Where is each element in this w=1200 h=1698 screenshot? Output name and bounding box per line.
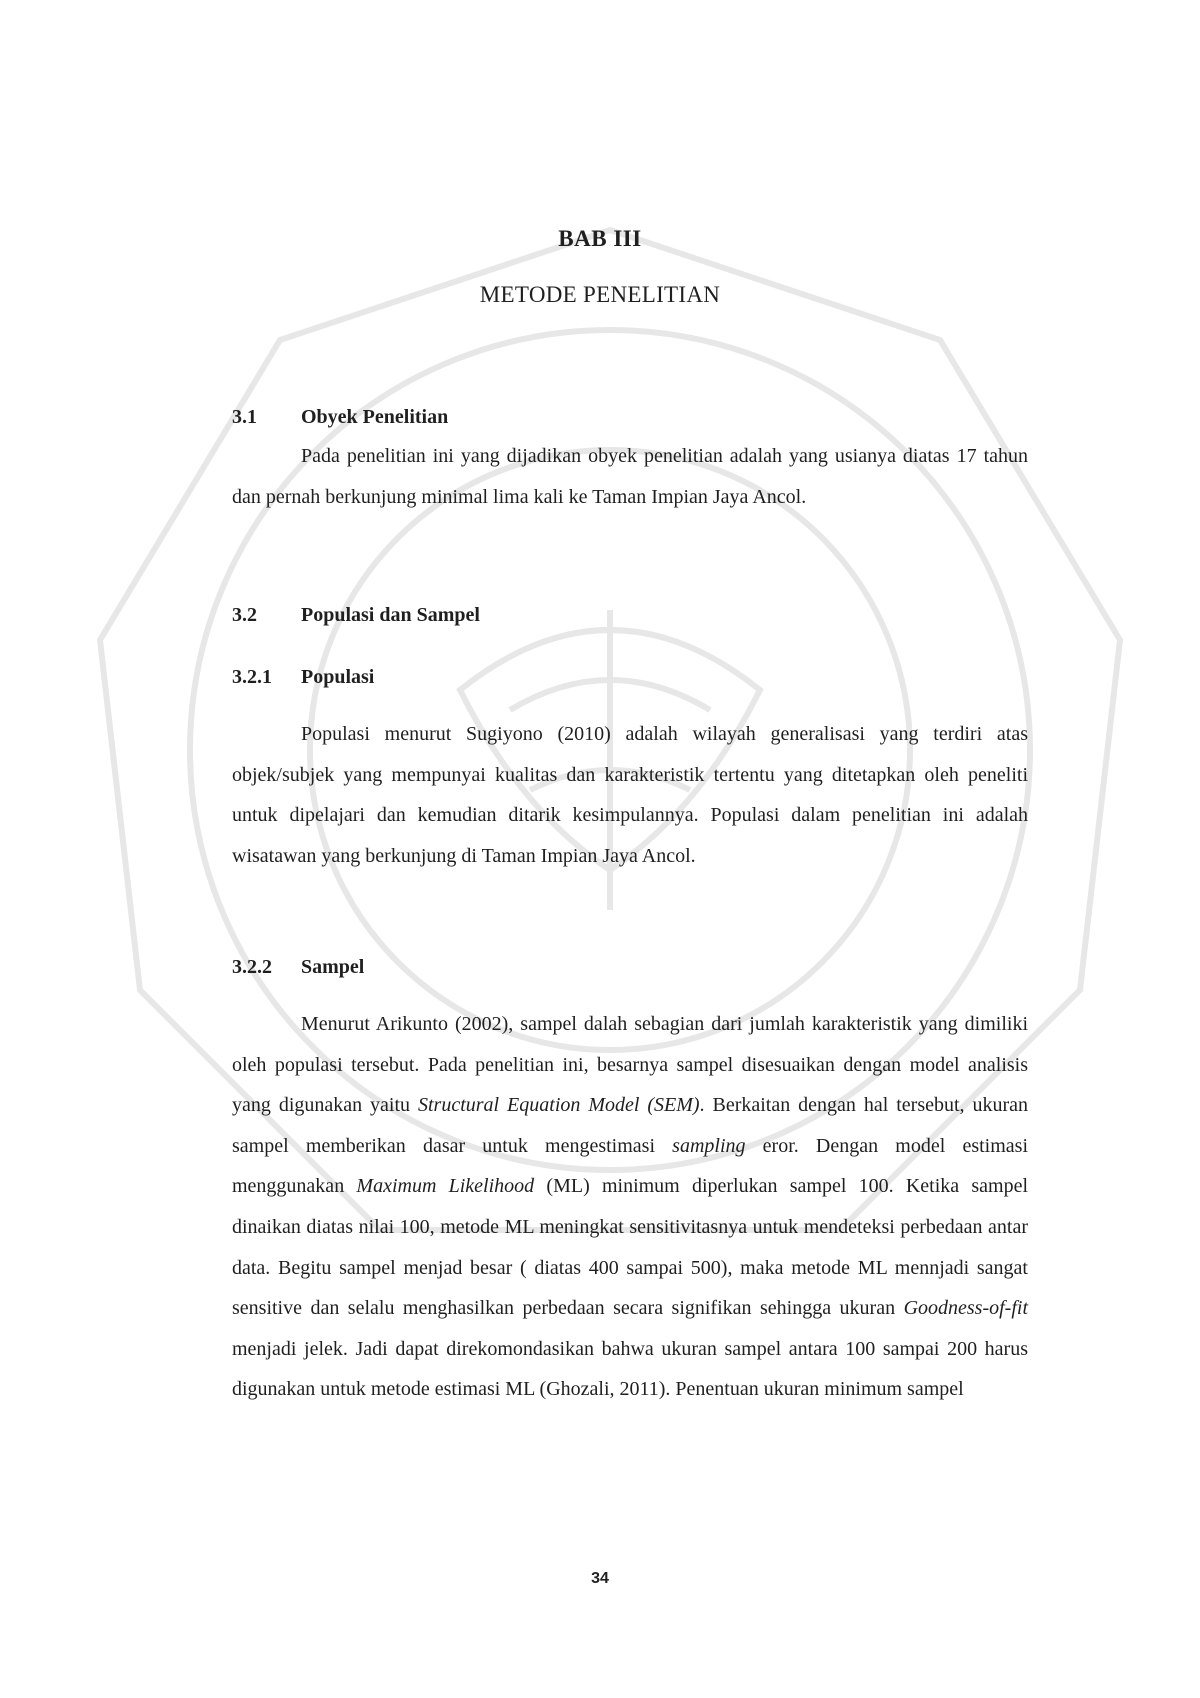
chapter-title: METODE PENELITIAN xyxy=(479,282,721,307)
section-number: 3.2 xyxy=(232,604,257,626)
paragraph-sampel xyxy=(232,1004,1028,1410)
italic-term: sampling xyxy=(672,1134,746,1157)
text-run: . Berkaitan dengan hal tersebut, ukuran sampel memberikan dasar untuk mengestimasi xyxy=(232,1094,1029,1157)
paragraph-populasi: Populasi menurut Sugiyono (2010) adalah wilayah generalisasi yang terdiri atas objek/subjek yang mempunyai kualitas dan karakteristik tertentu yang ditetapkan oleh peneliti untuk dipelajari dan kemudian ditarik kesimpulannya. Populasi dalam penelitian ini adalah wisatawan yang berkunjung di Taman Impian Jaya Ancol. xyxy=(232,723,1028,867)
text-run: Menurut Arikunto (2002), sampel dalah sebagian dari jumlah karakteristik yang dimiliki oleh populasi tersebut. Pada penelitian ini, besarnya sampel disesuaikan dengan model analisis yang digunakan yaitu xyxy=(232,1013,1028,1117)
page-number: 34 xyxy=(591,1570,609,1587)
section-heading-3-2 xyxy=(232,604,480,627)
paragraph-obyek-penelitian: Pada penelitian ini yang dijadikan obyek penelitian adalah yang usianya diatas 17 tahun dan pernah berkunjung minimal lima kali ke Taman Impian Jaya Ancol. xyxy=(232,445,1028,508)
section-title: Sampel xyxy=(301,956,365,978)
italic-term: Maximum Likelihood xyxy=(356,1175,535,1198)
section-title: Populasi xyxy=(301,666,375,688)
section-number: 3.1 xyxy=(232,406,257,428)
section-heading-3-1 xyxy=(232,406,448,429)
section-title: Populasi dan Sampel xyxy=(301,604,480,626)
section-title: Obyek Penelitian xyxy=(301,406,449,428)
section-number: 3.2.2 xyxy=(232,956,272,978)
text-run: eror. Dengan model estimasi menggunakan xyxy=(232,1134,1028,1198)
section-heading-3-2-2 xyxy=(232,956,364,979)
italic-term: Structural Equation Model (SEM) xyxy=(418,1094,700,1117)
text-run: (ML) minimum diperlukan sampel 100. Ketika sampel dinaikan diatas nilai 100, metode ML meningkat sensitivitasnya untuk mendeteksi perbedaan antar data. Begitu sampel menjad besar ( diatas 400 sampai 500), maka metode ML mennjadi sangat sensitive dan selalu menghasilkan perbedaan secara signifikan sehingga ukuran xyxy=(232,1175,1029,1320)
section-heading-3-2-1 xyxy=(232,666,374,689)
section-number: 3.2.1 xyxy=(232,666,272,688)
chapter-number: BAB III xyxy=(558,226,642,251)
italic-term: Goodness-of-fit xyxy=(903,1297,1028,1320)
text-run: menjadi jelek. Jadi dapat direkomondasikan bahwa ukuran sampel antara 100 sampai 200 harus digunakan untuk metode estimasi ML (Ghozali, 2011). Penentuan ukuran minimum sampel xyxy=(232,1337,1028,1401)
